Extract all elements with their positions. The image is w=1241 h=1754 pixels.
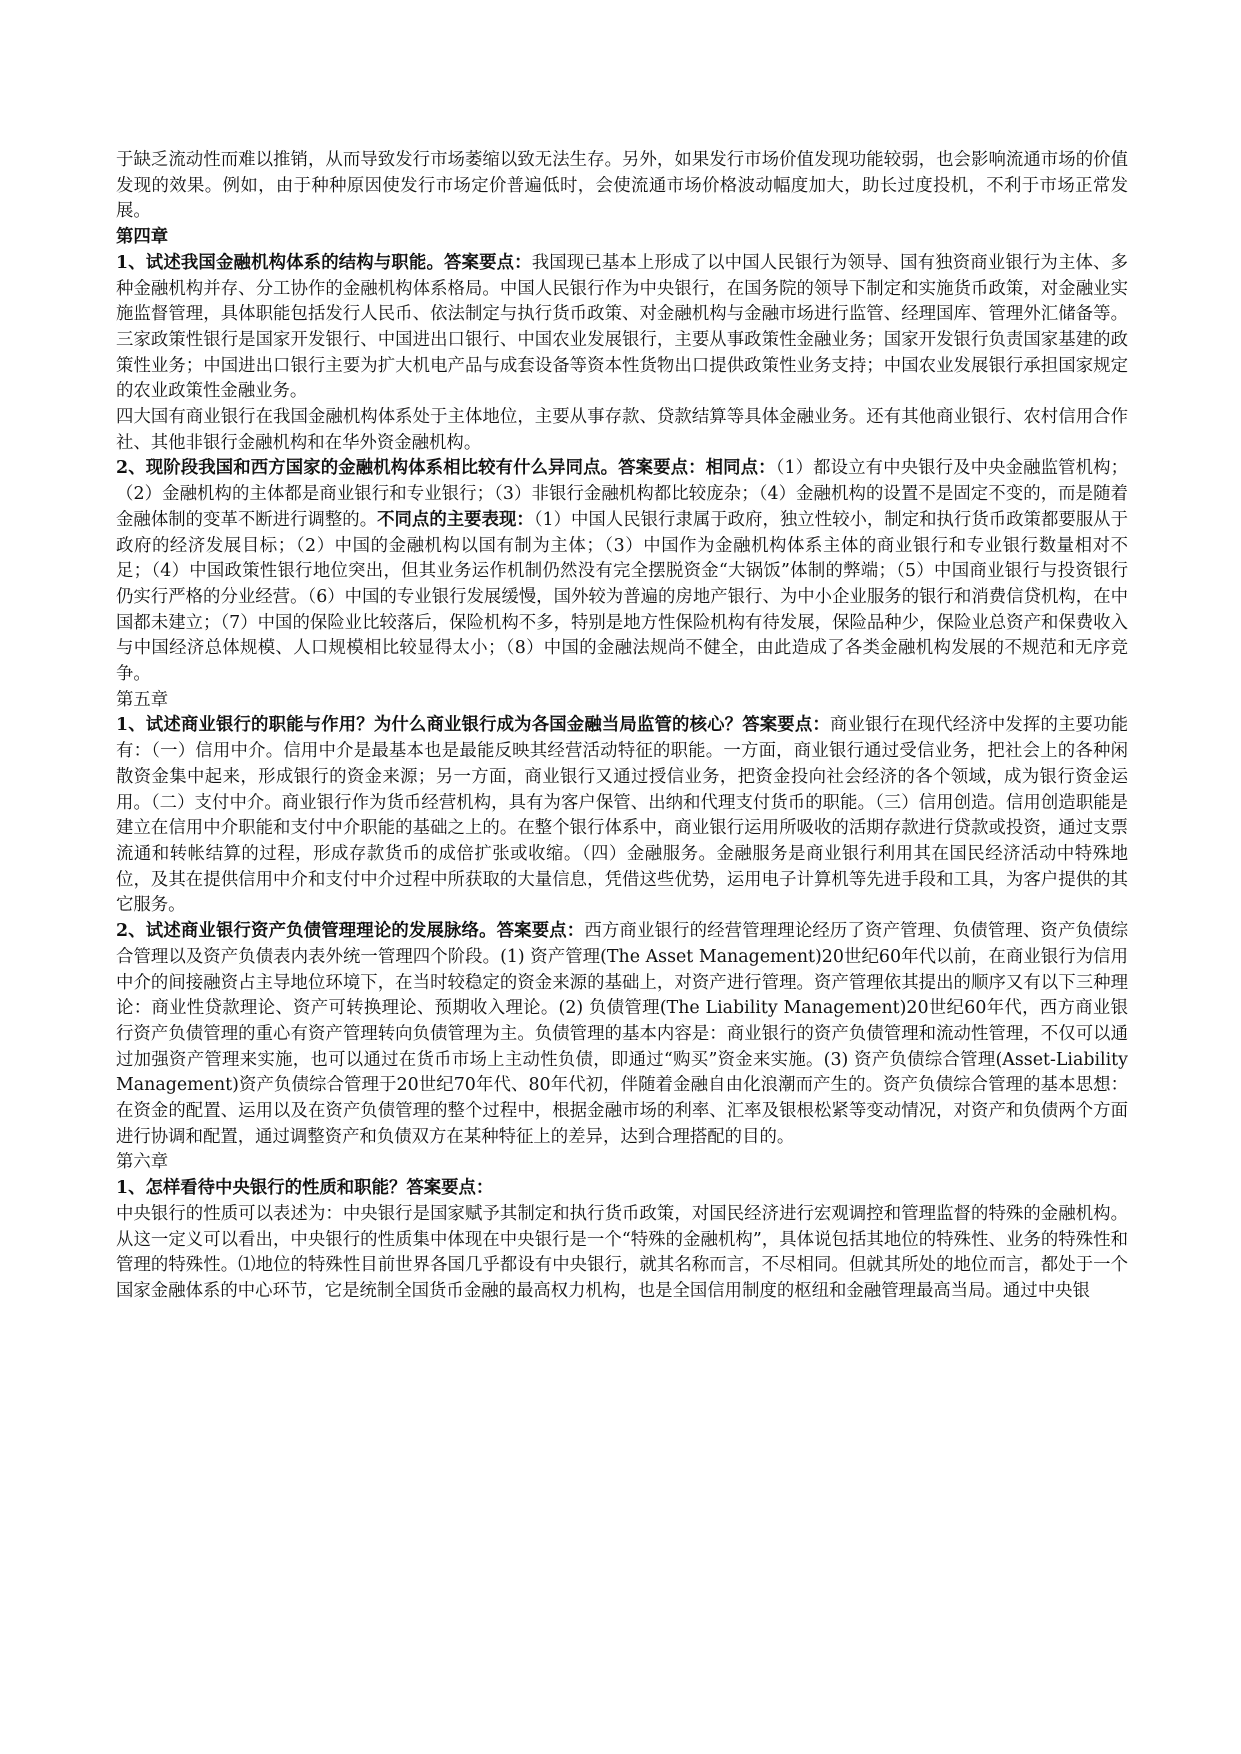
ch5-q2-answer: 西方商业银行的经营管理理论经历了资产管理、负债管理、资产负债综合管理以及资产负债表内表外统一管理四个阶段。(1) 资产管理(The Asset Management)20世纪60年代以前，在商业银行为信用中介的间接融资占主导地位环境下，在当时较稳定的资金来源的基础上，对资产进行管理。资产管理依其提出的顺序又有以下三种理论：商业性贷款理论、资产可转换理论、预期收入理论。(2) 负债管理(The Liability Management)20世纪60年代，西方商业银行资产负债管理的重心有资产管理转向负债管理为主。负债管理的基本内容是：商业银行的资产负债管理和流动性管理，不仅可以通过加强资产管理来实施，也可以通过在货币市场上主动性负债，即通过“购买”资金来实施。(3) 资产负债综合管理(Asset-Liability Management)资产负债综合管理于20世纪70年代、80年代初，伴随着金融自由化浪潮而产生的。资产负债综合管理的基本思想：在资金的配置、运用以及在资产负债管理的整个过程中，根据金融市场的利率、汇率及银根松紧等变动情况，对资产和负债两个方面进行协调和配置，通过调整资产和负债双方在某种特征上的差异，达到合理搭配的目的。 <box>116 921 1128 1147</box>
ch4-q2-diff-heading: 不同点的主要表现： <box>377 509 534 530</box>
chapter-5-title: 第五章 <box>116 689 169 710</box>
ch4-q1-answer-cont: 四大国有商业银行在我国金融机构体系处于主体地位，主要从事存款、贷款结算等具体金融业务。还有其他商业银行、农村信用合作社、其他非银行金融机构和在华外资金融机构。 <box>116 407 1128 453</box>
ch4-q2-differences: （1）中国人民银行隶属于政府，独立性较小，制定和执行货币政策都要服从于政府的经济发展目标；（2）中国的金融机构以国有制为主体；（3）中国作为金融机构体系主体的商业银行和专业银行数量相对不足；（4）中国政策性银行地位突出，但其业务运作机制仍然没有完全摆脱资金“大锅饭”体制的弊端；（5）中国商业银行与投资银行仍实行严格的分业经营。（6）中国的专业银行发展缓慢，国外较为普遍的房地产银行、为中小企业服务的银行和消费信贷机构，在中国都未建立；（7）中国的保险业比较落后，保险机构不多，特别是地方性保险机构有待发展，保险品种少，保险业总资产和保费收入与中国经济总体规模、人口规模相比较显得太小；（8）中国的金融法规尚不健全，由此造成了各类金融机构发展的不规范和无序竞争。 <box>116 509 1128 685</box>
intro-paragraph: 于缺乏流动性而难以推销，从而导致发行市场萎缩以致无法生存。另外，如果发行市场价值发现功能较弱，也会影响流通市场的价值发现的效果。例如，由于种种原因使发行市场定价普遍低时，会使流通市场价格波动幅度加大，助长过度投机，不利于市场正常发展。 <box>116 150 1128 222</box>
ch4-q1 <box>116 251 1128 405</box>
chapter-6-title: 第六章 <box>116 1152 169 1173</box>
document-page <box>116 148 1128 1305</box>
ch4-q2-similarities: （1）都设立有中央银行及中央金融监管机构；（2）金融机构的主体都是商业银行和专业银行；（3）非银行金融机构都比较庞杂；（4）金融机构的设置不是固定不变的，而是随着金融体制的变革不断进行调整的。 <box>116 458 1128 530</box>
ch5-q1-heading: 1、试述商业银行的职能与作用？为什么商业银行成为各国金融当局监管的核心？答案要点： <box>116 715 830 736</box>
ch5-q2-heading: 2、试述商业银行资产负债管理理论的发展脉络。答案要点： <box>116 921 585 942</box>
ch4-q1-heading: 1、试述我国金融机构体系的结构与职能。答案要点： <box>116 252 532 273</box>
ch6-q1-answer: 中央银行的性质可以表述为：中央银行是国家赋予其制定和执行货币政策，对国民经济进行宏观调控和管理监督的特殊的金融机构。从这一定义可以看出，中央银行的性质集中体现在中央银行是一个“特殊的金融机构”，具体说包括其地位的特殊性、业务的特殊性和管理的特殊性。⑴地位的特殊性目前世界各国几乎都设有中央银行，就其名称而言，不尽相同。但就其所处的地位而言，都处于一个国家金融体系的中心环节，它是统制全国货币金融的最高权力机构，也是全国信用制度的枢纽和金融管理最高当局。通过中央银 <box>116 1203 1128 1301</box>
ch5-q1 <box>116 713 1128 919</box>
ch5-q2 <box>116 919 1128 1150</box>
ch5-q1-answer: 商业银行在现代经济中发挥的主要功能有：（一）信用中介。信用中介是最基本也是最能反映其经营活动特征的职能。一方面，商业银行通过受信业务，把社会上的各种闲散资金集中起来，形成银行的资金来源；另一方面，商业银行又通过授信业务，把资金投向社会经济的各个领域，成为银行资金运用。（二）支付中介。商业银行作为货币经营机构，具有为客户保管、出纳和代理支付货币的职能。（三）信用创造。信用创造职能是建立在信用中介职能和支付中介职能的基础之上的。在整个银行体系中，商业银行运用所吸收的活期存款进行贷款或投资，通过支票流通和转帐结算的过程，形成存款货币的成倍扩张或收缩。（四）金融服务。金融服务是商业银行利用其在国民经济活动中特殊地位，及其在提供信用中介和支付中介过程中所获取的大量信息，凭借这些优势，运用电子计算机等先进手段和工具，为客户提供的其它服务。 <box>116 715 1128 916</box>
ch4-q2-heading: 2、现阶段我国和西方国家的金融机构体系相比较有什么异同点。答案要点：相同点： <box>116 458 776 479</box>
ch4-q1-answer: 我国现已基本上形成了以中国人民银行为领导、国有独资商业银行为主体、多种金融机构并存、分工协作的金融机构体系格局。中国人民银行作为中央银行，在国务院的领导下制定和实施货币政策，对金融业实施监督管理，具体职能包括发行人民币、依法制定与执行货币政策、对金融机构与金融市场进行监管、经理国库、管理外汇储备等。三家政策性银行是国家开发银行、中国进出口银行、中国农业发展银行，主要从事政策性金融业务；国家开发银行负责国家基建的政策性业务；中国进出口银行主要为扩大机电产品与成套设备等资本性货物出口提供政策性业务支持；中国农业发展银行承担国家规定的农业政策性金融业务。 <box>116 252 1128 402</box>
chapter-4-title: 第四章 <box>116 227 169 248</box>
ch4-q2 <box>116 456 1128 687</box>
ch6-q1-heading: 1、怎样看待中央银行的性质和职能？答案要点： <box>116 1178 494 1199</box>
